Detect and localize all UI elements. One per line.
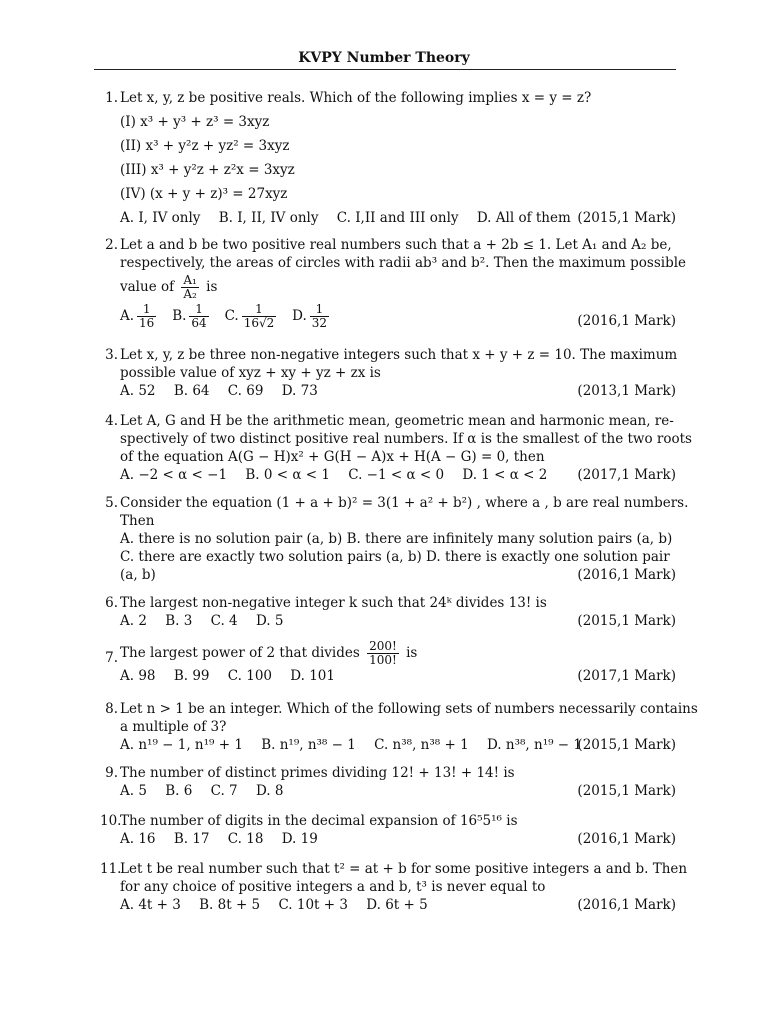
fraction: $\frac{200!}{100!}$ <box>369 639 397 667</box>
question-number: 6. <box>105 595 118 611</box>
option-d: D. 73 <box>281 383 318 399</box>
option-c: C. 7 <box>210 783 238 799</box>
question-number: 10. <box>100 813 122 829</box>
option-a: A. 5 <box>120 783 147 799</box>
question-5 <box>100 494 689 584</box>
question-number: 2. <box>105 237 118 253</box>
options-row <box>120 303 676 330</box>
year-mark: (2016,1 Mark) <box>577 313 676 329</box>
option-a: A. $\frac{1}{16}$ <box>120 302 155 330</box>
option-b: B. 8t + 5 <box>199 897 261 913</box>
question-text: Let x, y, z be three non-negative integers such that x + y + z = 10. The maximum <box>120 347 678 363</box>
option-b: B. 64 <box>173 383 210 399</box>
year-mark: (2013,1 Mark) <box>577 383 676 399</box>
question-text: Let a and b be two positive real numbers such that a + 2b ≤ 1. Let A₁ and A₂ be, <box>120 237 672 253</box>
option-c: C. 100 <box>227 668 272 684</box>
option-d: D. All of them <box>476 210 571 226</box>
question-8 <box>100 700 698 754</box>
statement-1: (I) x³ + y³ + z³ = 3xyz <box>120 114 270 130</box>
question-3 <box>100 346 676 400</box>
question-number: 8. <box>105 701 118 717</box>
question-number: 7. <box>105 650 118 666</box>
option-a: A. 4t + 3 <box>120 897 181 913</box>
option-a: A. 98 <box>120 668 156 684</box>
question-number: 11. <box>100 861 122 877</box>
option-a: A. 52 <box>120 383 156 399</box>
option-c: C. 4 <box>210 613 238 629</box>
option-c: C. I,II and III only <box>336 210 459 226</box>
option-d: D. 19 <box>281 831 318 847</box>
options-row <box>120 209 676 227</box>
question-text: Then <box>120 513 155 529</box>
question-text: possible value of xyz + xy + yz + zx is <box>120 365 381 381</box>
year-mark: (2015,1 Mark) <box>577 613 676 629</box>
question-number: 5. <box>105 495 118 511</box>
option-b: B. n¹⁹, n³⁸ − 1 <box>261 737 356 753</box>
options-row <box>120 736 676 754</box>
option-b: B. 0 < α < 1 <box>245 467 330 483</box>
page-title: KVPY Number Theory <box>298 50 470 66</box>
option-b: B. 17 <box>173 831 210 847</box>
statement-4: (IV) (x + y + z)³ = 27xyz <box>120 186 288 202</box>
question-text: Let n > 1 be an integer. Which of the following sets of numbers necessarily contains <box>120 701 698 717</box>
question-text: The largest power of 2 that divides $\frac{200!}{100!}$ is <box>120 639 418 667</box>
option-d: D. 5 <box>255 613 284 629</box>
year-mark: (2016,1 Mark) <box>577 831 676 847</box>
question-text: Consider the equation (1 + a + b)² = 3(1 + a² + b²) , where a , b are real numbers. <box>120 495 689 511</box>
option-a: A. −2 < α < −1 <box>120 467 228 483</box>
option-b: B. I, II, IV only <box>218 210 319 226</box>
option-c: C. n³⁸, n³⁸ + 1 <box>374 737 469 753</box>
option-d: D. 8 <box>255 783 284 799</box>
option-a: A. 2 <box>120 613 147 629</box>
question-text: The number of distinct primes dividing 12! + 13! + 14! is <box>120 765 515 781</box>
question-text: Let x, y, z be positive reals. Which of the following implies x = y = z? <box>120 90 592 106</box>
option-a: A. 16 <box>120 831 156 847</box>
options-line: (a, b) (2016,1 Mark) <box>120 567 676 583</box>
option-b: B. 3 <box>165 613 193 629</box>
question-4 <box>100 412 692 484</box>
question-7 <box>100 640 676 685</box>
question-text: respectively, the areas of circles with radii ab³ and b². Then the maximum possible <box>120 255 687 271</box>
options-row <box>120 830 676 848</box>
question-number: 4. <box>105 413 118 429</box>
question-2 <box>100 236 687 330</box>
question-text: spectively of two distinct positive real numbers. If α is the smallest of the two roots <box>120 431 692 447</box>
options-row <box>120 782 676 800</box>
option-c: C. 18 <box>227 831 264 847</box>
question-10 <box>100 812 676 848</box>
options-row <box>120 667 676 685</box>
question-number: 1. <box>105 90 118 106</box>
question-text: The number of digits in the decimal expansion of 16⁵5¹⁶ is <box>120 813 518 829</box>
option-b: B. $\frac{1}{64}$ <box>172 302 207 330</box>
option-d: D. 6t + 5 <box>366 897 428 913</box>
option-d: D. n³⁸, n¹⁹ − 1 <box>486 737 582 753</box>
options-row <box>120 382 676 400</box>
option-b: B. 99 <box>173 668 210 684</box>
option-b: B. 6 <box>165 783 193 799</box>
option-c: C. 69 <box>227 383 264 399</box>
year-mark: (2015,1 Mark) <box>577 210 676 226</box>
year-mark: (2016,1 Mark) <box>577 567 676 583</box>
question-text: value of $\frac{\text{A₁}}{\text{A₂}}$ is <box>120 273 218 301</box>
options-line: C. there are exactly two solution pairs (a, b) D. there is exactly one solution pair <box>120 549 670 565</box>
title-rule <box>94 69 676 70</box>
option-d: D. 1 < α < 2 <box>462 467 548 483</box>
question-number: 9. <box>105 765 118 781</box>
question-text: Let A, G and H be the arithmetic mean, geometric mean and harmonic mean, re- <box>120 413 674 429</box>
options-row <box>120 896 676 914</box>
question-number: 3. <box>105 347 118 363</box>
question-11 <box>100 860 688 914</box>
year-mark: (2017,1 Mark) <box>577 467 676 483</box>
option-d: D. 101 <box>290 668 335 684</box>
question-1 <box>100 89 676 227</box>
options-row <box>120 612 676 630</box>
year-mark: (2017,1 Mark) <box>577 668 676 684</box>
question-9 <box>100 764 676 800</box>
option-a: A. I, IV only <box>120 210 201 226</box>
question-text: a multiple of 3? <box>120 719 227 735</box>
question-text: for any choice of positive integers a and b, t³ is never equal to <box>120 879 546 895</box>
question-text: Let t be real number such that t² = at + b for some positive integers a and b. Then <box>120 861 688 877</box>
options-line: A. there is no solution pair (a, b) B. there are infinitely many solution pairs (a, b) <box>120 531 673 547</box>
option-c: C. $\frac{1}{16√2}$ <box>224 302 275 330</box>
statement-3: (III) x³ + y²z + z²x = 3xyz <box>120 162 295 178</box>
year-mark: (2016,1 Mark) <box>577 897 676 913</box>
year-mark: (2015,1 Mark) <box>577 783 676 799</box>
question-6 <box>100 594 676 630</box>
question-text: The largest non-negative integer k such that 24ᵏ divides 13! is <box>120 595 547 611</box>
options-row <box>120 466 676 484</box>
question-text: of the equation A(G − H)x² + G(H − A)x + H(A − G) = 0, then <box>120 449 545 465</box>
option-d: D. $\frac{1}{32}$ <box>292 302 328 330</box>
option-c: C. −1 < α < 0 <box>348 467 445 483</box>
fraction: $\frac{\text{A₁}}{\text{A₂}}$ <box>183 273 197 301</box>
option-c: C. 10t + 3 <box>278 897 348 913</box>
year-mark: (2015,1 Mark) <box>577 737 676 753</box>
option-a: A. n¹⁹ − 1, n¹⁹ + 1 <box>120 737 243 753</box>
statement-2: (II) x³ + y²z + yz² = 3xyz <box>120 138 290 154</box>
